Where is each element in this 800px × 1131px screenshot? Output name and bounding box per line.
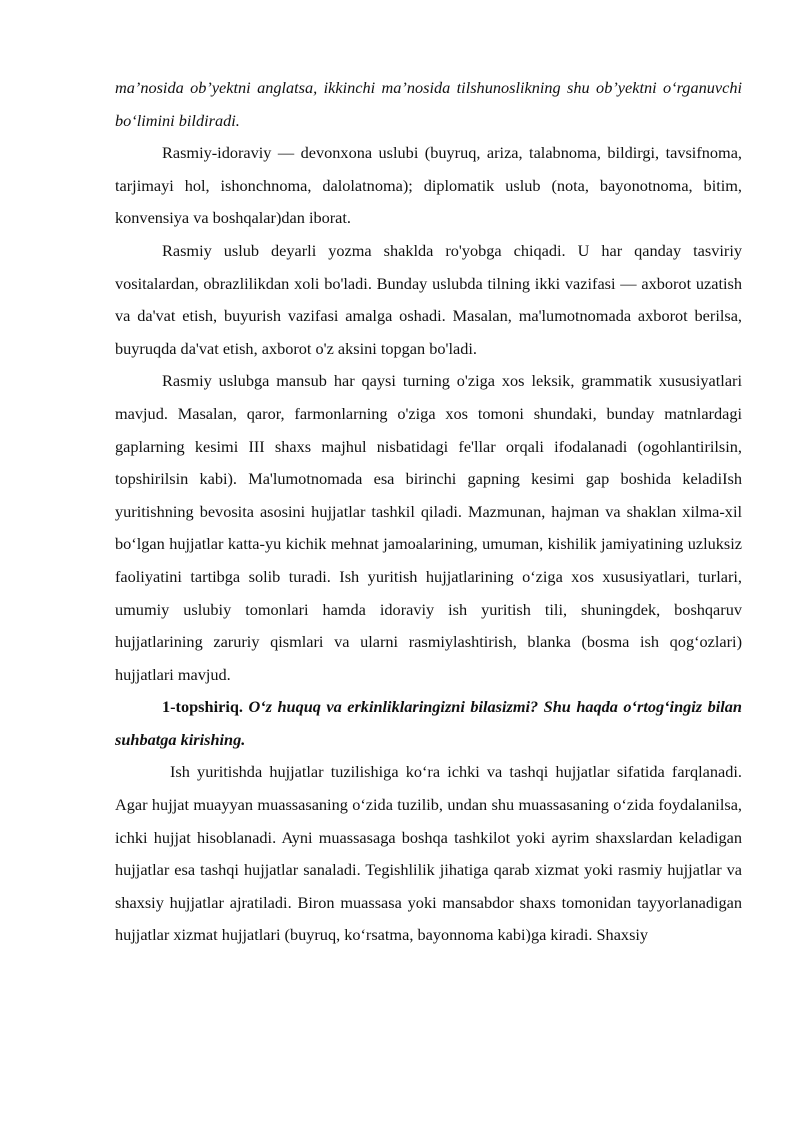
paragraph-continuation: ma’nosida ob’yektni anglatsa, ikkinchi ma’nosida tilshunoslikning shu ob’yektni o‘rganuvchi bo‘limini bildiradi. — [115, 78, 742, 130]
paragraph-task-1 — [115, 691, 742, 756]
task-text: O‘z huquq va erkinliklaringizni bilasizmi? Shu haqda o‘rtog‘ingiz bilan suhbatga kirishing. — [115, 697, 742, 749]
paragraph-internal-external-docs: Ish yuritishda hujjatlar tuzilishiga ko‘ra ichki va tashqi hujjatlar sifatida farqlanadi. Agar hujjat muayyan muassasaning o‘zida tuzilib, undan shu muassasaning o‘zida foydalanilsa, ichki hujjat hisoblanadi. Ayni muassasaga boshqa tashkilot yoki ayrim shaxslardan keladigan hujjatlar esa tashqi hujjatlar sanaladi. Tegishlilik jihatiga qarab xizmat yoki rasmiy hujjatlar va shaxsiy hujjatlar ajratiladi. Biron muassasa yoki mansabdor shaxs tomonidan tayyorlanadigan hujjatlar xizmat hujjatlari (buyruq, ko‘rsatma, bayonnoma kabi)ga kiradi. Shaxsiy — [115, 762, 742, 945]
paragraph-official-style-features: Rasmiy uslub deyarli yozma shaklda ro'yobga chiqadi. U har qanday tasviriy vositalardan, obrazlilikdan xoli bo'ladi. Bunday uslubda tilning ikki vazifasi — axborot uzatish va da'vat etish, buyurish vazifasi amalga oshadi. Masalan, ma'lumotnomada axborot berilsa, buyruqda da'vat etish, axborot o'z aksini topgan bo'ladi. — [115, 240, 742, 358]
paragraph-lexical-grammatical: Rasmiy uslubga mansub har qaysi turning o'ziga xos leksik, grammatik xususiyatlari mavjud. Masalan, qaror, farmonlarning o'ziga xos tomoni shundaki, bunday matnlardagi gaplarning kesimi III shaxs majhul nisbatidagi fe'llar orqali ifodalanadi (ogohlantirilsin, topshirilsin kabi). Ma'lumotnomada esa birinchi gapning kesimi gap boshida keladiIsh yuritishning bevosita asosini hujjatlar tashkil qiladi. Mazmunan, hajman va shaklan xilma-xil bo‘lgan hujjatlar katta-yu kichik mehnat jamoalarining, umuman, kishilik jamiyatining uzluksiz faoliyatini tartibga solib turadi. Ish yuritish hujjatlarining o‘ziga xos xususiyatlari, turlari, umumiy uslubiy tomonlari hamda idoraviy ish yuritish tili, shuningdek, boshqaruv hujjatlarining zaruriy qismlari va ularni rasmiylashtirish, blanka (bosma ish qog‘ozlari) hujjatlari mavjud. — [115, 371, 742, 684]
document-page — [115, 72, 742, 952]
task-label: 1-topshiriq. — [162, 697, 243, 717]
paragraph-official-style-types: Rasmiy-idoraviy — devonxona uslubi (buyruq, ariza, talabnoma, bildirgi, tavsifnoma, tarjimayi hol, ishonchnoma, dalolatnoma); diplomatik uslub (nota, bayonotnoma, bitim, konvensiya va boshqalar)dan iborat. — [115, 143, 742, 228]
